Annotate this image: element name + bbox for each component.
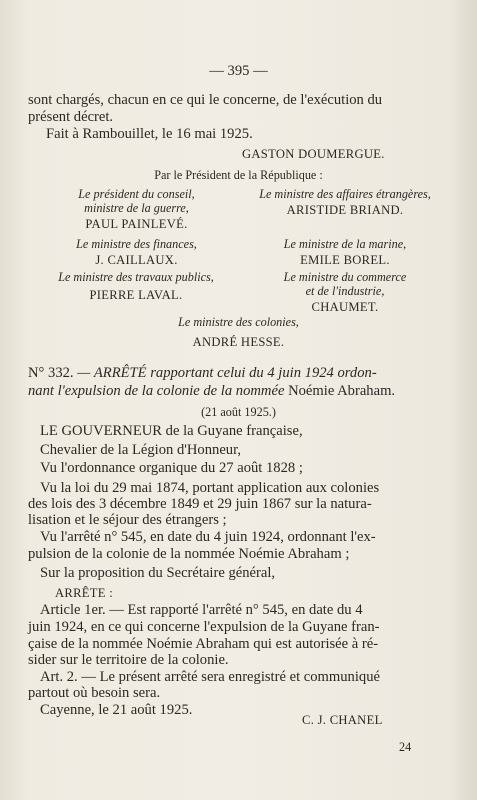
arrete-title-name: Noémie Abraham. — [288, 383, 396, 399]
council-president-title-2: ministre de la guerre, — [84, 201, 189, 215]
foreign-affairs-name: ARISTIDE BRIAND. — [286, 203, 404, 217]
vu-2-line-3: lisation et le séjour des étrangers ; — [28, 512, 227, 528]
arrete-title-line-1 — [28, 366, 377, 381]
arrete-number: N° 332. — [28, 365, 74, 381]
page-number: — 395 — — [209, 63, 268, 79]
arrete-title-1: ARRÊTÉ rapportant celui du 4 juin 1924 ordon- — [93, 365, 377, 381]
colonies-name: ANDRÉ HESSE. — [192, 335, 285, 349]
finance-name: J. CAILLAUX. — [95, 253, 178, 267]
finance-title: Le ministre des finances, — [76, 237, 197, 251]
navy-title: Le ministre de la marine, — [283, 237, 407, 251]
signed-at-line: Cayenne, le 21 août 1925. — [40, 702, 193, 718]
article-2-line-2: partout où besoin sera. — [28, 685, 161, 701]
for-president-heading: Par le Président de la République : — [154, 168, 323, 182]
commerce-title-2: et de l'industrie, — [305, 284, 385, 298]
vu-2-line-1: Vu la loi du 29 mai 1874, portant application aux colonies — [40, 480, 380, 496]
arrete-title-2: nant l'expulsion de la colonie de la nommée — [28, 383, 285, 399]
council-president-name: PAUL PAINLEVÉ. — [85, 217, 188, 231]
knight-line: Chevalier de la Légion d'Honneur, — [40, 442, 242, 458]
signature-mark: 24 — [399, 740, 412, 754]
arrete-heading: ARRÊTE : — [55, 586, 114, 600]
decree-text-line-2: présent décret. — [28, 109, 114, 125]
article-1-line-3: çaise de la nommée Noémie Abraham qui est autorisée à ré- — [28, 636, 379, 652]
commerce-name: CHAUMET. — [311, 300, 379, 314]
arrete-title-line-2 — [28, 384, 395, 399]
decree-signatory: GASTON DOUMERGUE. — [242, 147, 385, 161]
article-1-line-1: Article 1er. — Est rapporté l'arrêté n° 545, en date du 4 — [40, 602, 363, 618]
governor-line: LE GOUVERNEUR de la Guyane française, — [40, 423, 303, 439]
decree-text-line-1: sont chargés, chacun en ce qui le concerne, de l'exécution du — [28, 92, 383, 108]
foreign-affairs-title: Le ministre des affaires étrangères, — [259, 187, 431, 201]
public-works-name: PIERRE LAVAL. — [89, 288, 183, 302]
public-works-title: Le ministre des travaux publics, — [58, 270, 214, 284]
article-1-line-2: juin 1924, en ce qui concerne l'expulsion de la Guyane fran- — [28, 619, 380, 635]
vu-2-line-2: des lois des 3 décembre 1849 et 29 juin 1867 sur la natura- — [28, 496, 372, 512]
navy-name: EMILE BOREL. — [300, 253, 390, 267]
arrete-dash: — — [77, 365, 91, 381]
commerce-title-1: Le ministre du commerce — [283, 270, 407, 284]
proposal-line: Sur la proposition du Secrétaire général, — [40, 565, 276, 581]
vu-1: Vu l'ordonnance organique du 27 août 1828 ; — [40, 460, 303, 476]
arrete-date: (21 août 1925.) — [201, 405, 276, 419]
vu-3-line-1: Vu l'arrêté n° 545, en date du 4 juin 1924, ordonnant l'ex- — [40, 529, 376, 545]
decree-done-at: Fait à Rambouillet, le 16 mai 1925. — [46, 126, 253, 142]
colonies-title: Le ministre des colonies, — [178, 315, 299, 329]
article-1-line-4: sider sur le territoire de la colonie. — [28, 652, 229, 668]
article-2-line-1: Art. 2. — Le présent arrêté sera enregistré et communiqué — [40, 669, 380, 685]
council-president-title-1: Le président du conseil, — [78, 187, 195, 201]
vu-3-line-2: pulsion de la colonie de la nommée Noémie Abraham ; — [28, 546, 350, 562]
governor-signature: C. J. CHANEL — [302, 713, 383, 727]
